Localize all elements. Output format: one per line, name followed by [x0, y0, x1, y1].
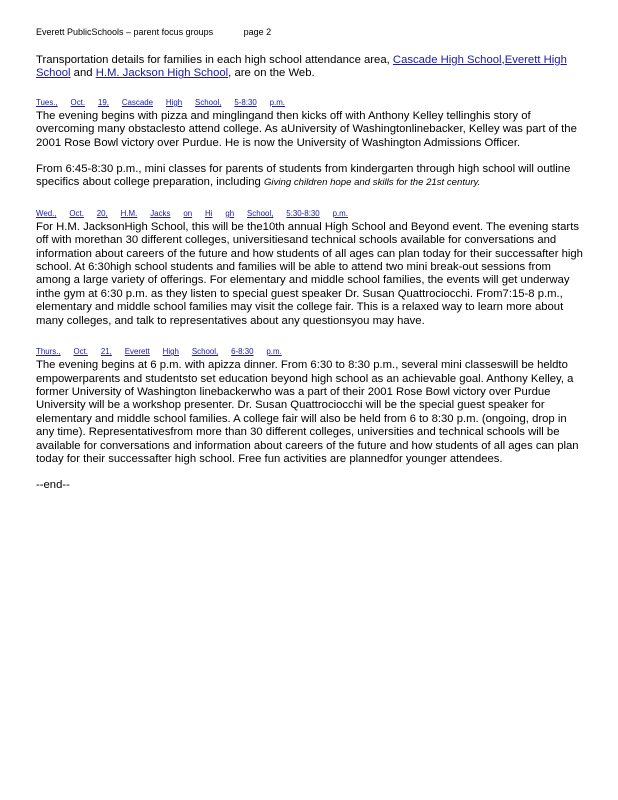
event-head-word: Oct.	[69, 207, 84, 218]
page-header	[36, 26, 584, 38]
event-head-word: High	[162, 346, 179, 357]
event-tues	[36, 92, 584, 190]
event-head-word: School,	[247, 207, 274, 218]
event-head-word: 21,	[100, 346, 112, 357]
document-page	[36, 26, 584, 493]
end-marker: --end--	[36, 479, 70, 492]
event-sub-text: From 6:45-8:30 p.m., mini classes for parents of students from kindergarten through high school will outline specifics about college preparation, including	[36, 163, 571, 189]
intro-sep1: ,	[501, 54, 505, 66]
event-heading-link[interactable]	[36, 97, 298, 108]
event-head-word: 5:30-8:30	[286, 207, 320, 218]
event-head-word: School,	[195, 96, 222, 107]
event-body: The evening begins with pizza and minglingand then kicks off with Anthony Kelley tellinghis story of overcoming many obstaclesto attend college. As aUniversity of Washingtonlinebacker, Kelley was part of the 2001 Rose Bowl victory over Purdue. He is now the University of Washington Admissions Officer.	[36, 109, 577, 149]
event-heading-link[interactable]	[36, 208, 361, 219]
intro-text-before: Transportation details for families in each high school attendance area,	[36, 54, 393, 66]
event-head-word: Everett	[124, 346, 150, 357]
header-org: Everett PublicSchools – parent focus groups	[36, 27, 214, 37]
intro-text-after: , are on the Web.	[228, 67, 315, 80]
event-head-word: Oct.	[73, 346, 88, 357]
event-sub-paragraph	[36, 163, 584, 190]
header-page-number: page 2	[243, 27, 272, 37]
event-head-word: p.m.	[266, 346, 282, 357]
intro-paragraph	[36, 54, 584, 81]
event-head-word: School,	[191, 346, 219, 357]
everett-high-school-link[interactable]: Everett High School	[36, 54, 567, 80]
event-head-word: on	[183, 207, 193, 218]
event-thurs	[36, 341, 584, 466]
event-head-word: gh	[225, 207, 235, 218]
jackson-high-school-link[interactable]: H.M. Jackson High School	[95, 67, 229, 80]
event-heading-link[interactable]	[36, 346, 295, 357]
event-head-word: 6-8:30	[231, 346, 254, 357]
intro-sep2: and	[70, 67, 96, 80]
event-sub-emphasis: Giving children hope and skills for the 21st century.	[263, 177, 481, 189]
event-head-word: H.M.	[120, 207, 138, 218]
event-head-word: 19,	[97, 96, 109, 107]
event-head-word: 5-8:30	[234, 96, 257, 107]
event-head-word: Wed.,	[36, 207, 57, 218]
cascade-high-school-link[interactable]: Cascade High School	[392, 54, 502, 66]
event-head-word: p.m.	[269, 96, 286, 107]
event-body: The evening begins at 6 p.m. with apizza dinner. From 6:30 to 8:30 p.m., several mini classeswill be heldto empowerparents and studentsto set education beyond high school as an achievable goal. Anthony Kelley, a former University of Washington linebackerwho was a part of their 2001 Rose Bowl victory over Purdue University will be a workshop presenter. Dr. Susan Quattrociocchi will be the special guest speaker for elementary and middle school families. A college fair will also be held from 6 to 8:30 p.m. (ongoing, drop in any time). Representativesfrom more than 30 different colleges, universities and technical schools will be available for conversations and information about careers of the future and how students of all ages can plan today for their successafter high school. Free fun activities are plannedfor younger attendees.	[36, 359, 579, 465]
event-head-word: Cascade	[121, 96, 154, 107]
event-head-word: Thurs.,	[36, 346, 61, 357]
event-head-word: 20,	[96, 207, 108, 218]
event-head-word: Jacks	[150, 207, 171, 218]
event-head-word: Tues.,	[36, 96, 58, 107]
event-wed	[36, 203, 584, 328]
event-head-word: Oct.	[70, 96, 86, 107]
event-head-word: p.m.	[332, 207, 348, 218]
event-head-word: Hi	[204, 207, 213, 218]
event-head-word: High	[165, 96, 183, 107]
event-body: For H.M. JacksonHigh School, this will be the10th annual High School and Beyond event. The evening starts off with morethan 30 different colleges, universitiesand technical schools available for conversations and information about careers of the future and how students of all ages can plan today for their successafter high school. At 6:30high school students and families will be able to attend two mini break-out sessions from among a large variety of offerings. For elementary and middle school families, the events will get underway inthe gym at 6:30 p.m. as they listen to special guest speaker Dr. Susan Quattrociocchi. From7:15-8 p.m., elementary and middle school families may visit the college fair. This is a relaxed way to learn more about many colleges, and talk to representatives about any questionsyou may have.	[36, 220, 583, 327]
